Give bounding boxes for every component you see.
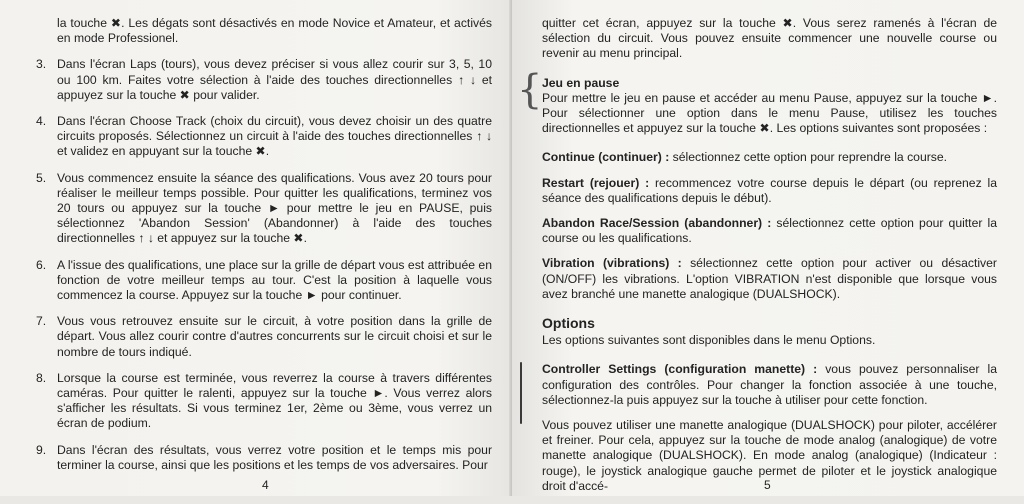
item-text: Dans l'écran des résultats, vous verrez votre position et le temps mis pour terminer la course, ainsi que les positions et les temps de vos adversaires. Pour [57,442,492,472]
option-desc: sélectionnez cette option pour quitter la course ou les qualifications. [542,216,997,246]
margin-line-mark [520,362,522,424]
item-number: 7. [36,314,47,329]
controller-desc: vous pouvez personnaliser la configuration des contrôles. Pour changer la fonction associée à une touche, sélectionnez-la puis appuyez sur la touche à utiliser pour cette fonction. [542,362,997,407]
item-text: A l'issue des qualifications, une place sur la grille de départ vous est attribuée en fonction de votre meilleur temps au tour. C'est la position à laquelle vous commencez la course. Appuyez sur la touche ► pour continuer. [57,257,492,303]
page-number-left: 4 [262,478,269,492]
item-number: 4. [36,114,47,129]
controller-paragraph [542,362,997,408]
item-text: Dans l'écran Laps (tours), vous devez préciser si vous allez courir sur 3, 5, 10 ou 100 km. Faites votre sélection à l'aide des touches directionnelles ↑ ↓ et appuyez sur la touche ✖ pour valider. [57,57,492,102]
option-paragraph [542,150,997,165]
item-number: 8. [36,370,47,385]
option-desc: recommencez votre course depuis le départ (ou reprenez la séance des qualifications depuis le début). [542,175,998,205]
option-paragraph [542,256,997,302]
list-item [36,57,492,103]
right-column [542,16,997,504]
right-page [512,0,1024,496]
option-term: Abandon Race/Session (abandonner) : [542,216,772,231]
analog-paragraph: Vous pouvez utiliser une manette analogique (DUALSHOCK) pour piloter, accélérer et freiner. Pour cela, appuyez sur la touche de mode analog (analogique) de votre manette analogique (DUALSHOCK). En mode analog (analogique) (Indicateur : rouge), le joystick analogique gauche permet de piloter et le joystick analogique droit d'accé- [542,418,997,493]
list-item [36,171,492,247]
item-text: Dans l'écran Choose Track (choix du circuit), vous devez choisir un des quatre circuits proposés. Sélectionnez un circuit à l'aide des touches directionnelles ↑ ↓ et validez en appuyant sur la touche ✖. [57,114,492,159]
left-lead-paragraph: la touche ✖. Les dégats sont désactivés en mode Novice et Amateur, et activés en mode Professionel. [57,16,492,46]
item-text: Vous vous retrouvez ensuite sur le circuit, à votre position dans la grille de départ. Vous allez courir contre d'autres concurrents sur le circuit choisi et sur le nombre de tours indiqué. [57,314,492,359]
page-number-right: 5 [764,478,771,492]
option-paragraph [542,216,997,246]
list-item [36,371,492,432]
left-page [0,0,512,496]
options-intro: Les options suivantes sont disponibles dans le menu Options. [542,333,876,348]
option-term: Restart (rejouer) : [542,175,650,190]
list-item [36,114,492,160]
pause-heading: Jeu en pause [542,75,620,90]
options-heading: Options [542,315,595,332]
right-lead-paragraph: quitter cet écran, appuyez sur la touche ✖. Vous serez ramenés à l'écran de sélection du circuit. Vous pouvez ensuite commencer une nouvelle course ou revenir au menu principal. [542,16,997,61]
list-item [36,443,492,473]
option-desc: sélectionnez cette option pour activer ou désactiver (ON/OFF) les vibrations. L'option VIBRATION n'est disponible que lorsque vous avez branché une manette analogique (DUALSHOCK). [542,256,997,301]
option-term: Vibration (vibrations) : [542,256,682,271]
option-desc: sélectionnez cette option pour reprendre la course. [669,150,948,165]
pause-paragraph: Pour mettre le jeu en pause et accéder au menu Pause, appuyez sur la touche ►. Pour sélectionner une option dans le menu Pause, utilisez les touches directionnelles et appuyez sur la touche ✖. Les options suivantes sont proposées : [542,90,997,136]
left-column [36,16,492,484]
list-item [36,314,492,360]
item-number: 6. [36,257,47,272]
item-text: Lorsque la course est terminée, vous reverrez la course à travers différentes caméras. Pour quitter le ralenti, appuyez sur la touche ►. Vous verrez alors s'afficher les résultats. Si vous terminez 1er, 2ème ou 3ème, vous verrez un écran de podium. [57,370,492,431]
margin-brace-mark: { [517,67,543,113]
item-text: Vous commencez ensuite la séance des qualifications. Vous avez 20 tours pour réaliser le meilleur temps possible. Pour quitter les qualifications, terminez vos 20 tours ou appuyez sur la touche ► pour mettre le jeu en PAUSE, puis sélectionnez 'Abandon Session' (Abandonner) à l'aide des touches directionnelles ↑ ↓ et appuyez sur la touche ✖. [57,170,492,246]
item-number: 9. [36,442,47,457]
item-number: 5. [36,170,47,185]
controller-term: Controller Settings (configuration manette) : [542,362,818,377]
list-item [36,258,492,304]
option-paragraph [542,176,997,206]
item-number: 3. [36,57,47,72]
option-term: Continue (continuer) : [542,150,670,165]
